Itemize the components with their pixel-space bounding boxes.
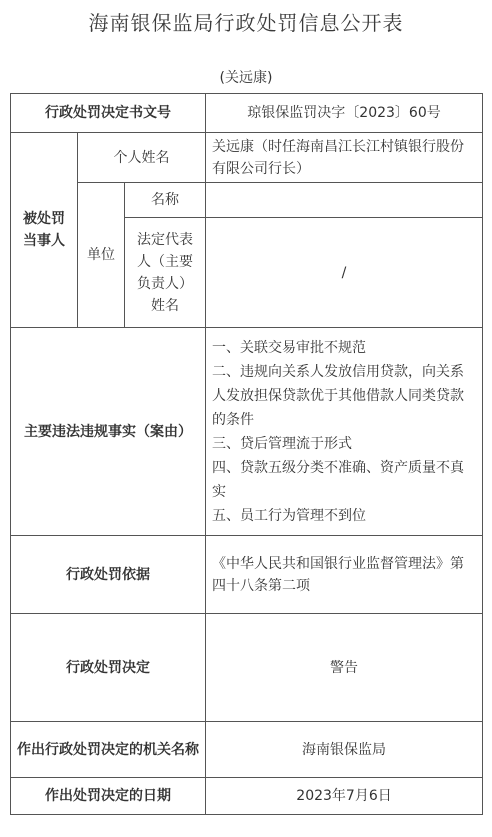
unit-name-label: 名称 (125, 183, 206, 218)
legal-rep-label: 法定代表人（主要负责人）姓名 (125, 218, 206, 328)
decision-label: 行政处罚决定 (11, 614, 206, 722)
decision-no-label: 行政处罚决定书文号 (11, 94, 206, 133)
table-row (11, 183, 483, 218)
basis-value: 《中华人民共和国银行业监督管理法》第四十八条第二项 (206, 536, 483, 614)
basis-label: 行政处罚依据 (11, 536, 206, 614)
table-row (11, 722, 483, 778)
table-row (11, 94, 483, 133)
subtitle: (关远康) (219, 70, 273, 86)
page-title: 海南银保监局行政处罚信息公开表 (88, 11, 404, 35)
table-row (11, 778, 483, 815)
individual-name-label: 个人姓名 (78, 133, 206, 183)
authority-label: 作出行政处罚决定的机关名称 (11, 722, 206, 778)
table-row (11, 614, 483, 722)
violation-item: 二、违规向关系人发放信用贷款，向关系人发放担保贷款优于其他借款人同类贷款的条件 (212, 363, 465, 428)
party-label: 被处罚当事人 (11, 133, 78, 328)
date-value: 2023年7月6日 (206, 778, 483, 815)
authority-value: 海南银保监局 (206, 722, 483, 778)
violation-item: 四、贷款五级分类不准确、资产质量不真实 (212, 459, 465, 500)
violation-item: 一、关联交易审批不规范 (212, 339, 367, 356)
table-row (11, 133, 483, 183)
penalty-info-table (10, 93, 483, 815)
unit-name-value (206, 183, 483, 218)
table-row (11, 328, 483, 536)
violations-list (206, 328, 483, 536)
individual-name-value: 关远康（时任海南昌江长江村镇银行股份有限公司行长） (206, 133, 483, 183)
unit-label: 单位 (78, 183, 125, 328)
legal-rep-value: / (206, 218, 483, 328)
violation-item: 五、员工行为管理不到位 (212, 507, 367, 524)
decision-no-value: 琼银保监罚决字〔2023〕60号 (206, 94, 483, 133)
violation-item: 三、贷后管理流于形式 (212, 435, 353, 452)
violations-label: 主要违法违规事实（案由） (11, 328, 206, 536)
decision-value: 警告 (206, 614, 483, 722)
table-row (11, 536, 483, 614)
date-label: 作出处罚决定的日期 (11, 778, 206, 815)
